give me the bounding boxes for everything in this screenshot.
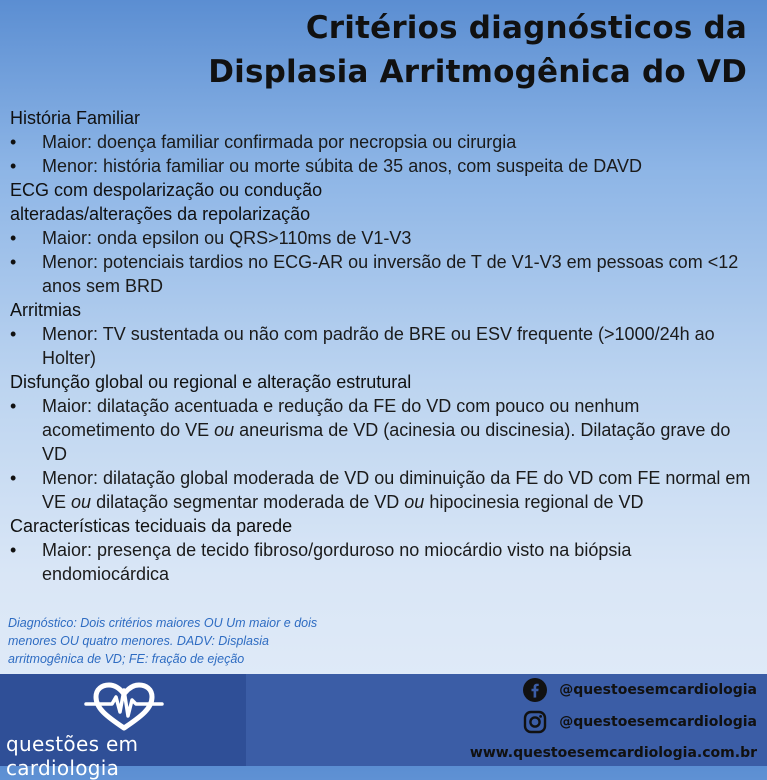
section-caracteristicas-teciduais — [10, 514, 755, 586]
criterion-text: dilatação global moderada de VD ou diminuição da FE do VD com FE normal em VE — [42, 468, 751, 512]
criterion-label: Maior: — [42, 540, 93, 560]
title-line-2: Displasia Arritmogênica do VD — [208, 54, 747, 90]
section-historia-familiar — [10, 106, 755, 178]
list-item — [10, 322, 755, 370]
criterion-label: Menor: — [42, 468, 99, 488]
facebook-handle-text: @questoesemcardiologia — [559, 682, 757, 698]
criterion-text: dilatação acentuada e redução da FE do VD com pouco ou nenhum acometimento do VE — [42, 396, 640, 440]
bullet: • — [10, 540, 17, 560]
criterion-text: TV sustentada ou não com padrão de BRE ou ESV frequente (>1000/24h ao Holter) — [42, 324, 715, 368]
bullet: • — [10, 228, 17, 248]
criterion-label: Menor: — [42, 156, 99, 176]
criterion-text: aneurisma de VD (acinesia ou discinesia). Dilatação grave do VD — [42, 420, 731, 464]
criterion-label: Maior: — [42, 228, 93, 248]
criteria-list — [10, 106, 755, 586]
bullet: • — [10, 396, 17, 416]
brand-logo — [0, 674, 246, 780]
bullet: • — [10, 252, 17, 272]
section-heading: História Familiar — [10, 108, 141, 128]
section-heading: Disfunção global ou regional e alteração estrutural — [10, 372, 412, 392]
section-heading-line-2: alteradas/alterações da repolarização — [10, 204, 311, 224]
website-link[interactable]: www.questoesemcardiologia.com.br — [469, 745, 757, 761]
criterion-connector: ou — [404, 492, 425, 512]
section-arritmias — [10, 298, 755, 370]
page-title — [7, 6, 747, 94]
section-heading: Características teciduais da parede — [10, 516, 293, 536]
criterion-label: Menor: — [42, 324, 99, 344]
instagram-handle[interactable] — [523, 710, 757, 734]
brand-name: questões em cardiologia — [6, 732, 139, 780]
criterion-text: presença de tecido fibroso/gorduroso no miocárdio visto na biópsia endomiocárdica — [42, 540, 632, 584]
list-item — [10, 538, 755, 586]
criterion-text: doença familiar confirmada por necropsia ou cirurgia — [97, 132, 517, 152]
list-item — [10, 226, 755, 250]
facebook-icon — [523, 678, 547, 702]
bullet: • — [10, 132, 17, 152]
criterion-text: história familiar ou morte súbita de 35 anos, com suspeita de DAVD — [103, 156, 642, 176]
section-heading: Arritmias — [10, 300, 81, 320]
criterion-connector: ou — [71, 492, 92, 512]
list-item — [10, 154, 755, 178]
bullet: • — [10, 324, 17, 344]
list-item — [10, 394, 755, 466]
criterion-label: Menor: — [42, 252, 99, 272]
heart-ecg-icon — [86, 682, 162, 732]
section-disfuncao — [10, 370, 755, 514]
section-heading: ECG com despolarização ou condução — [10, 180, 323, 200]
list-item — [10, 250, 755, 298]
list-item — [10, 130, 755, 154]
criterion-label: Maior: — [42, 132, 93, 152]
list-item — [10, 466, 755, 514]
criterion-text: hipocinesia regional de VD — [429, 492, 644, 512]
instagram-handle-text: @questoesemcardiologia — [559, 714, 757, 730]
title-line-1: Critérios diagnósticos da — [305, 10, 747, 46]
diagnostic-note: Diagnóstico: Dois critérios maiores OU Um maior e dois menores OU quatro menores. DADV: Displasia arritmogênica de VD; FE: fração de ejeção — [8, 616, 318, 666]
facebook-handle[interactable] — [523, 678, 757, 702]
section-ecg — [10, 178, 755, 298]
criterion-text: dilatação segmentar moderada de VD — [96, 492, 400, 512]
criterion-text: onda epsilon ou QRS>110ms de V1-V3 — [97, 228, 412, 248]
footer — [0, 674, 767, 780]
criterion-label: Maior: — [42, 396, 93, 416]
instagram-icon — [523, 710, 547, 734]
criterion-text: potenciais tardios no ECG-AR ou inversão de T de V1-V3 em pessoas com <12 anos sem BRD — [42, 252, 739, 296]
bullet: • — [10, 468, 17, 488]
criterion-connector: ou — [214, 420, 235, 440]
bullet: • — [10, 156, 17, 176]
